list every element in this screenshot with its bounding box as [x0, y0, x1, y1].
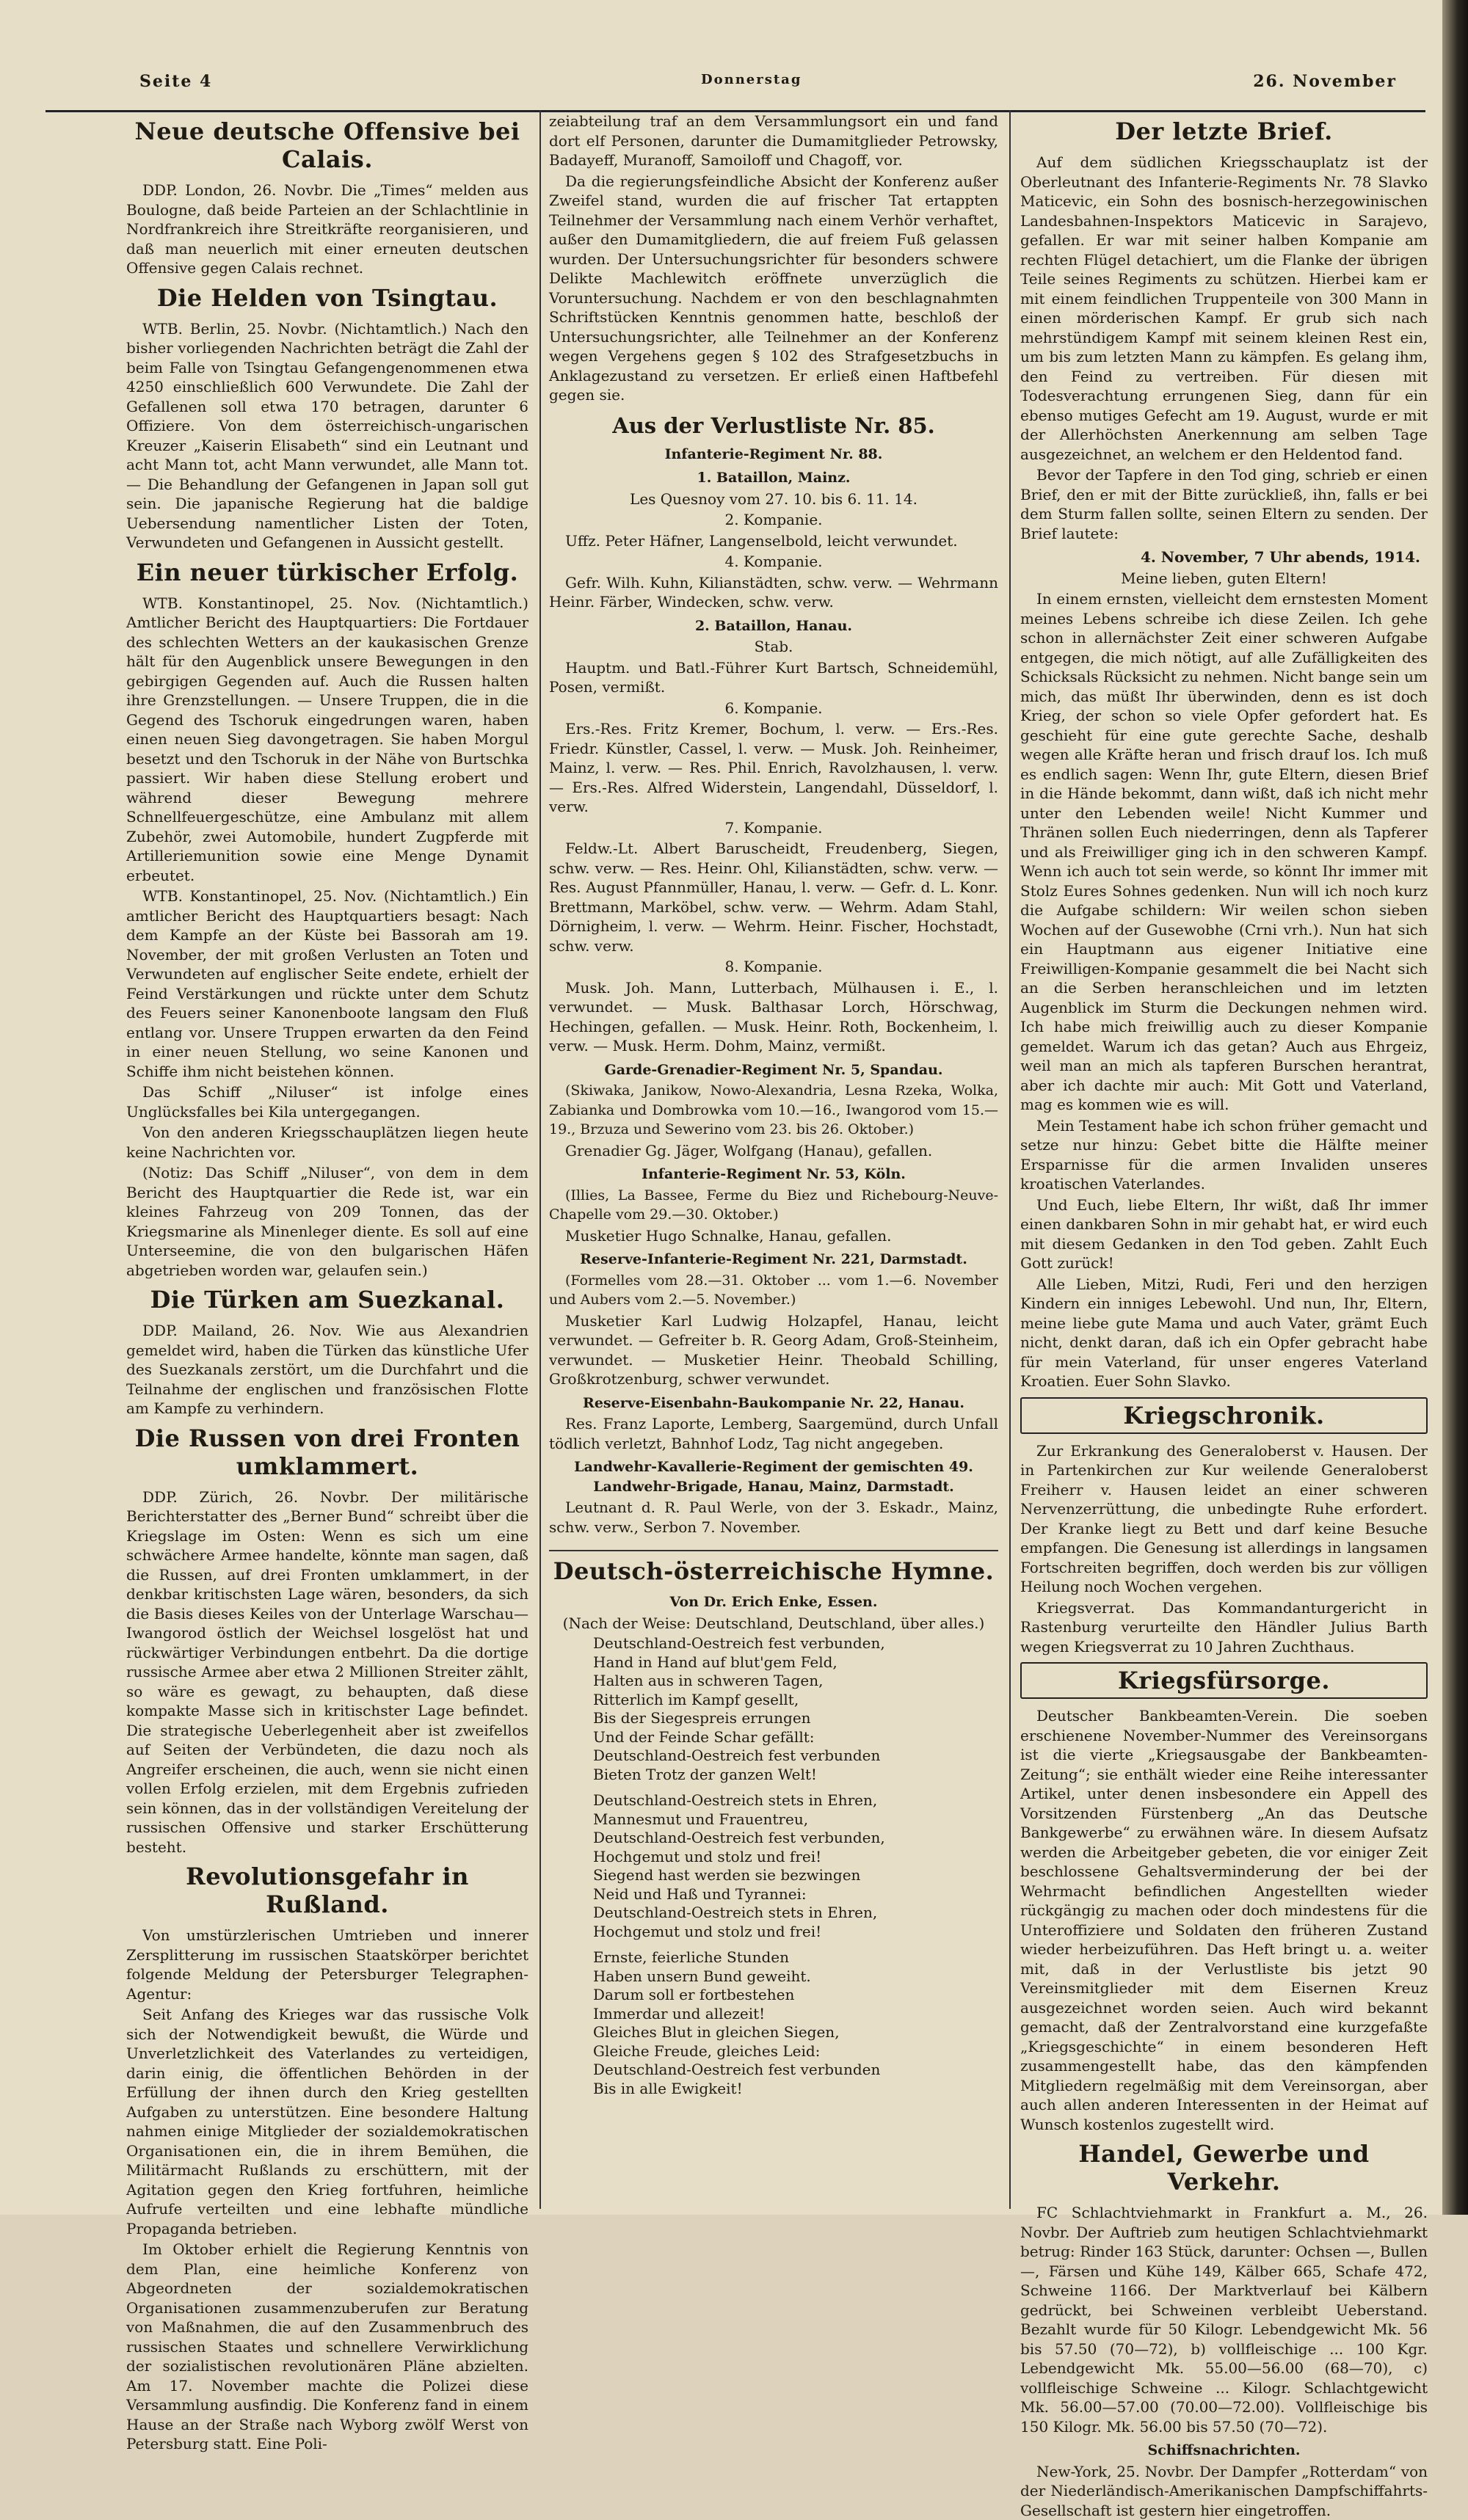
regiment-heading: Infanterie-Regiment Nr. 53, Köln. [549, 1165, 998, 1184]
hymn-stanza-3 [593, 1948, 998, 2098]
location-line: (Skiwaka, Janikow, Nowo-Alexandria, Lesna Rzeka, Wolka, Zabianka und Dombrowka vom 10.—16., Iwangorod vom 15.—19., Brzuza und Sewerino vom 23. bis 26. Oktober.) [549, 1081, 998, 1140]
verse-line: Deutschland-Oestreich stets in Ehren, [593, 1791, 998, 1810]
hymn-stanza-2 [593, 1791, 998, 1941]
article-text: Von umstürzlerischen Umtrieben und innerer Zersplitterung im russischen Staatskörper berichtet folgende Meldung der Petersburger Telegraphen-Agentur: [126, 1926, 528, 2003]
headline-war-chronicle: Kriegschronik. [1020, 1397, 1428, 1434]
casualty-entry: Musketier Hugo Schnalke, Hanau, gefallen. [549, 1226, 998, 1246]
verse-line: Haben unsern Bund geweiht. [593, 1967, 998, 1986]
casualty-entry: Musk. Joh. Mann, Lutterbach, Mülhausen i. E., l. verwundet. — Musk. Balthasar Lorch, Hörschwag, Hechingen, gefallen. — Musk. Heinr. Roth, Bockenheim, l. verw. — Musk. Herm. Dohm, Mainz, vermißt. [549, 978, 998, 1056]
verse-line: Mannesmut und Frauentreu, [593, 1810, 998, 1829]
verse-line: Bis der Siegespreis errungen [593, 1709, 998, 1728]
regiment-heading: Reserve-Infanterie-Regiment Nr. 221, Darmstadt. [549, 1250, 998, 1270]
casualty-entry: Grenadier Gg. Jäger, Wolfgang (Hanau), gefallen. [549, 1141, 998, 1161]
verse-line: Und der Feinde Schar gefällt: [593, 1728, 998, 1747]
headline-revolution-russia: Revolutionsgefahr in Rußland. [126, 1862, 528, 1918]
hymn-stanza-1 [593, 1634, 998, 1784]
headline-trade: Handel, Gewerbe und Verkehr. [1020, 2140, 1428, 2196]
headline-turkish-success: Ein neuer türkischer Erfolg. [126, 558, 528, 586]
casualty-entry: Hauptm. und Batl.-Führer Kurt Bartsch, Schneidemühl, Posen, vermißt. [549, 658, 998, 697]
company-heading: 6. Kompanie. [549, 699, 998, 718]
headline-russians-encircled: Die Russen von drei Fronten umklammert. [126, 1424, 528, 1480]
verse-line: Deutschland-Oestreich fest verbunden, [593, 1634, 998, 1653]
article-text: zeiabteilung traf an dem Versammlungsort ein und fand dort elf Personen, darunter die Dumamitglieder Petrowsky, Badayeff, Muranoff, Samoiloff und Chagoff, vor. [549, 112, 998, 170]
article-text: Kriegsverrat. Das Kommandanturgericht in Rastenburg verurteilte den Händler Julius Barth wegen Kriegsverrat zu 10 Jahren Zuchthaus. [1020, 1598, 1428, 1657]
column-1 [126, 112, 528, 2207]
casualty-entry: Gefr. Wilh. Kuhn, Kilianstädten, schw. verw. — Wehrmann Heinr. Färber, Windecken, schw. verw. [549, 573, 998, 612]
casualty-entry: Res. Franz Laporte, Lemberg, Saargemünd, durch Unfall tödlich verletzt, Bahnhof Lodz, Tag nicht angegeben. [549, 1414, 998, 1453]
column-divider-1 [539, 110, 541, 2209]
weekday: Donnerstag [701, 72, 802, 87]
casualty-entry: Musketier Karl Ludwig Holzapfel, Hanau, leicht verwundet. — Gefreiter b. R. Georg Adam, Groß-Steinheim, verwundet. — Musketier Heinr. Theobald Schilling, Großkrotzenburg, schwer verwundet. [549, 1311, 998, 1389]
company-heading: 2. Kompanie. [549, 510, 998, 530]
article-text: (Notiz: Das Schiff „Niluser“, von dem in dem Bericht des Hauptquartier die Rede ist, war ein kleines Fahrzeug von 209 Tonnen, das der Kriegsmarine als Minenleger diente. Es soll auf eine Unterseemine, die von den bulgarischen Häfen abgetrieben worden war, gelaufen sein.) [126, 1163, 528, 1280]
article-text: DDP. Zürich, 26. Novbr. Der militärische Berichterstatter des „Berner Bund“ schreibt über die Kriegslage im Osten: Wenn es sich um eine schwächere Armee handelte, könnte man sagen, daß die Russen, auf drei Fronten umklammert, in der denkbar kritischsten Lage wären, besonders, da sich die Basis dieses Keiles von der Unterlage Warschau—Iwangorod östlich der Weichsel losgelöst hat und rückwärtiger Verbindungen entbehrt. Da die dortige russische Armee aber etwa 2 Millionen Streiter zählt, so wäre es gewagt, zu behaupten, daß diese kompakte Masse sich in kritischster Lage befindet. Die strategische Ueberlegenheit aber ist zweifellos auf Seiten der Verbündeten, die dazu noch als Angreifer erscheinen, die auch, wenn sie nicht einen vollen Erfolg erzielen, mit dem Ergebnis zufrieden sein können, das in der vollständigen Vereitelung der russischen Offensive und starker Erschütterung besteht. [126, 1487, 528, 1857]
verse-line: Darum soll er fortbestehen [593, 1986, 998, 2005]
verse-line: Ritterlich im Kampf gesellt, [593, 1691, 998, 1710]
issue-date: 26. November [1253, 72, 1397, 91]
hymn-verses [593, 1634, 998, 2098]
verse-line: Immerdar und allezeit! [593, 2005, 998, 2024]
verse-line: Bis in alle Ewigkeit! [593, 2080, 998, 2099]
article-text: Da die regierungsfeindliche Absicht der Konferenz außer Zweifel stand, wurden die auf frischer Tat ertappten Teilnehmer der Versammlung nach einem Verhör verhaftet, außer den Dumamitgliedern, die auf freiem Fuß gelassen wurden. Der Untersuchungsrichter für besonders schwere Delikte Machlewitch eröffnete unverzüglich die Voruntersuchung. Nachdem er von den beschlagnahmten Schriftstücken Kenntnis genommen hatte, beschloß der Untersuchungsrichter, alle Teilnehmer an der Konferenz wegen Vergehens gegen § 102 des Strafgesetzbuchs in Anklagezustand zu versetzen. Er erließ einen Haftbefehl gegen sie. [549, 172, 998, 405]
article-text: DDP. Mailand, 26. Nov. Wie aus Alexandrien gemeldet wird, haben die Türken das künstliche Ufer des Suezkanals zerstört, um die Durchfahrt und die Teilnahme der englischen und französischen Flotte am Kampfe zu verhindern. [126, 1321, 528, 1419]
column-divider-2 [1009, 110, 1011, 2209]
verse-line: Siegend hast werden sie bezwingen [593, 1866, 998, 1885]
article-text: WTB. Berlin, 25. Novbr. (Nichtamtlich.) Nach den bisher vorliegenden Nachrichten beträgt die Zahl der beim Falle von Tsingtau Gefangengenommenen etwa 4250 einschließlich 600 Verwundete. Die Zahl der Gefallenen soll etwa 170 betragen, darunter 6 Offiziere. Von dem österreichisch-ungarischen Kreuzer „Kaiserin Elisabeth“ sind ein Leutnant und acht Mann tot, acht Mann verwundet, alle Mann tot. — Die Behandlung der Gefangenen in Japan soll gut sein. Die japanische Regierung hat die baldige Uebersendung namentlicher Listen der Toten, Verwundeten und Gefangenen in Aussicht gestellt. [126, 319, 528, 553]
verse-line: Neid und Haß und Tyrannei: [593, 1885, 998, 1904]
location-line: (Illies, La Bassee, Ferme du Biez und Richebourg-Neuve-Chapelle vom 29.—30. Oktober.) [549, 1186, 998, 1225]
letter-greeting: Meine lieben, guten Eltern! [1020, 569, 1428, 589]
page-number: Seite 4 [139, 72, 212, 91]
verse-line: Hochgemut und stolz und frei! [593, 1848, 998, 1867]
article-text: Bevor der Tapfere in den Tod ging, schrieb er einen Brief, den er mit der Bitte zurückließ, ihn, falls er bei dem Sturm fallen sollte, seinen Eltern zu senden. Der Brief lautete: [1020, 465, 1428, 543]
company-heading: 4. Kompanie. [549, 552, 998, 572]
article-text: Seit Anfang des Krieges war das russische Volk sich der Notwendigkeit bewußt, die Würde und Unverletzlichkeit des Vaterlandes zu verteidigen, darin einig, die öffentlichen Behörden in der Erfüllung der ihnen durch den Krieg gestellten Aufgaben zu unterstützen. Eine besondere Haltung nahmen einige Mitglieder der sozialdemokratischen Organisationen ein, die in ihrem Bemühen, die Militärmacht Rußlands zu erschüttern, mit der Agitation gegen den Krieg fortfuhren, heimliche Aufrufe verteilten und eine lebhafte mündliche Propaganda betrieben. [126, 2005, 528, 2238]
article-text: Zur Erkrankung des Generaloberst v. Hausen. Der in Partenkirchen zur Kur weilende Generaloberst Freiherr v. Hausen leidet an einer schweren Nervenzerrüttung, die unbedingte Ruhe erfordert. Der Kranke liegt zu Bett und darf keine Besuche empfangen. Die Genesung ist allerdings in langsamen Fortschreiten begriffen, doch werden bis zur völligen Heilung noch Wochen vergehen. [1020, 1441, 1428, 1597]
battalion-heading: 1. Bataillon, Mainz. [549, 468, 998, 488]
verse-line: Deutschland-Oestreich fest verbunden [593, 1747, 998, 1766]
article-text: Von den anderen Kriegsschauplätzen liegen heute keine Nachrichten vor. [126, 1123, 528, 1162]
casualty-entry: Uffz. Peter Häfner, Langenselbold, leicht verwundet. [549, 531, 998, 551]
section-rule [549, 1550, 998, 1551]
casualty-entry: Ers.-Res. Fritz Kremer, Bochum, l. verw. — Ers.-Res. Friedr. Künstler, Cassel, l. verw. — Musk. Joh. Reinheimer, Mainz, l. verw. — Res. Phil. Enrich, Ravolzhausen, l. verw. — Ers.-Res. Alfred Widerstein, Langendahl, Düsseldorf, l. verw. [549, 719, 998, 817]
headline-tsingtau: Die Helden von Tsingtau. [126, 284, 528, 312]
verse-line: Hochgemut und stolz und frei! [593, 1923, 998, 1942]
article-text: Im Oktober erhielt die Regierung Kenntnis von dem Plan, eine heimliche Konferenz von Abgeordneten der sozialdemokratischen Organisationen zusammenzuberufen zur Beratung von Maßnahmen, die auf den Zusammenbruch des russischen Staates und schnellere Verwirklichung der sozialistischen revolutionären Pläne abzielten. Am 17. November machte die Polizei diese Versammlung ausfindig. Die Konferenz fand in einem Hause an der Straße nach Wyborg zwölf Werst von Petersburg statt. Eine Poli- [126, 2240, 528, 2454]
headline-last-letter: Der letzte Brief. [1020, 117, 1428, 145]
article-text: Das Schiff „Niluser“ ist infolge eines Unglücksfalles bei Kila untergegangen. [126, 1082, 528, 1121]
article-text: WTB. Konstantinopel, 25. Nov. (Nichtamtlich.) Amtlicher Bericht des Hauptquartiers: Die Fortdauer des schlechten Wetters an der kaukasischen Grenze hält für den Augenblick unsere Bewegungen in den gebirgigen Gegenden auf. Auch die Russen halten ihre Grenzstellungen. — Unsere Truppen, die in die Gegend des Tschoruk eingedrungen waren, haben einen neuen Sieg davongetragen. Sie haben Morgul besetzt und den Tschoruk in der Nähe von Burtschka passiert. Wir haben diese Stellung erobert und während dieser Bewegung mehrere Schnellfeuergeschütze, eine Ambulanz mit allem Zubehör, zwei Automobile, hundert Zugpferde mit Artilleriemunition sowie eine Menge Dynamit erbeutet. [126, 594, 528, 886]
headline-suez-canal: Die Türken am Suezkanal. [126, 1286, 528, 1314]
headline-war-welfare: Kriegsfürsorge. [1020, 1662, 1428, 1699]
regiment-heading: Reserve-Eisenbahn-Baukompanie Nr. 22, Hanau. [549, 1394, 998, 1413]
article-text: DDP. London, 26. Novbr. Die „Times“ melden aus Boulogne, daß beide Parteien an der Schlachtlinie in Nordfrankreich ihre Streitkräfte reorganisieren, und daß man neuerlich mit einer erneuten deutschen Offensive gegen Calais rechnet. [126, 181, 528, 278]
battalion-heading: 2. Bataillon, Hanau. [549, 616, 998, 636]
regiment-heading: Landwehr-Kavallerie-Regiment der gemischten 49. Landwehr-Brigade, Hanau, Mainz, Darmstadt. [549, 1457, 998, 1496]
regiment-heading: Garde-Grenadier-Regiment Nr. 5, Spandau. [549, 1060, 998, 1080]
verse-line: Ernste, feierliche Stunden [593, 1948, 998, 1967]
column-3 [1020, 112, 1428, 2207]
location-line: Les Quesnoy vom 27. 10. bis 6. 11. 14. [549, 489, 998, 509]
headline-hymn: Deutsch-österreichische Hymne. [549, 1557, 998, 1585]
article-text: FC Schlachtviehmarkt in Frankfurt a. M., 26. Novbr. Der Auftrieb zum heutigen Schlachtviehmarkt betrug: Rinder 163 Stück, darunter: Ochsen —, Bullen —, Färsen und Kühe 149, Kälber 665, Schafe 472, Schweine 1166. Der Marktverlauf bei Kälbern gedrückt, bei Schweinen verbleibt Ueberstand. Bezahlt wurde für 50 Kilogr. Lebendgewicht Mk. 56 bis 57.50 (70—72), b) vollfleischige ... 100 Kgr. Lebendgewicht Mk. 55.00—56.00 (68—70), c) vollfleischige Schweine ... Kilogr. Schlachtgewicht Mk. 56.00—57.00 (70.00—72.00). Vollfleischige bis 150 Kilogr. Mk. 56.00 bis 57.50 (70—72). [1020, 2203, 1428, 2436]
column-2 [549, 112, 998, 2207]
headline-casualty-list: Aus der Verlustliste Nr. 85. [549, 412, 998, 439]
verse-line: Deutschland-Oestreich fest verbunden, [593, 1829, 998, 1848]
letter-date: 4. November, 7 Uhr abends, 1914. [1020, 547, 1420, 567]
casualty-entry: Leutnant d. R. Paul Werle, von der 3. Eskadr., Mainz, schw. verw., Serbon 7. November. [549, 1498, 998, 1537]
regiment-heading: Infanterie-Regiment Nr. 88. [549, 445, 998, 465]
company-heading: 8. Kompanie. [549, 957, 998, 977]
binding-edge [1442, 0, 1468, 2215]
verse-line: Hand in Hand auf blut'gem Feld, [593, 1653, 998, 1672]
verse-line: Deutschland-Oestreich fest verbunden [593, 2061, 998, 2080]
article-text: Und Euch, liebe Eltern, Ihr wißt, daß Ihr immer einen dankbaren Sohn in mir gehabt hat, er wird euch mit diesem Gedanken in den Tod geben. Zahlt Euch Gott zurück! [1020, 1195, 1428, 1273]
article-text: New-York, 25. Novbr. Der Dampfer „Rotterdam“ von der Niederländisch-Amerikanischen Dampfschiffahrts-Gesellschaft ist gestern hier eingetroffen. [1020, 2462, 1428, 2520]
hymn-tune: (Nach der Weise: Deutschland, Deutschland, über alles.) [549, 1614, 998, 1634]
verse-line: Gleiche Freude, gleiches Leid: [593, 2042, 998, 2061]
article-text: WTB. Konstantinopel, 25. Nov. (Nichtamtlich.) Ein amtlicher Bericht des Hauptquartiers besagt: Nach dem Kampfe an der Küste bei Bassorah am 19. November, der mit großen Verlusten an Toten und Verwundeten auf englischer Seite endete, erhielt der Feind Verstärkungen und rückte unter dem Schutz des Feuers seiner Kanonenboote langsam den Fluß entlang vor. Unsere Truppen erwarten da den Feind in einer neuen Stellung, wo seine Kanonen und Schiffe ihm nicht beistehen können. [126, 886, 528, 1081]
verse-line: Deutschland-Oestreich stets in Ehren, [593, 1904, 998, 1923]
location-line: (Formelles vom 28.—31. Oktober ... vom 1.—6. November und Aubers vom 2.—5. November.) [549, 1271, 998, 1310]
headline-offensive-calais: Neue deutsche Offensive bei Calais. [126, 117, 528, 173]
article-text: Mein Testament habe ich schon früher gemacht und setze nur hinzu: Gebet bitte die Hälfte meiner Ersparnisse für die armen Invaliden unseres kroatischen Vaterlandes. [1020, 1116, 1428, 1194]
article-text: Deutscher Bankbeamten-Verein. Die soeben erschienene November-Nummer des Vereinsorgans ist die vierte „Kriegsausgabe der Bankbeamten-Zeitung“; sie enthält wieder eine Reihe interessanter Artikel, unter denen insbesondere ein Appell des Vorsitzenden Fürstenberg „An das Deutsche Bankgewerbe“ zu erwähnen wäre. In diesem Aufsatz werden die Arbeitgeber gebeten, die vor einiger Zeit beschlossene Gehaltsverminderung der bei der Wehrmacht befindlichen Angestellten wieder rückgängig zu machen oder doch mindestens für die Unteroffiziere und Soldaten den früheren Zustand wieder herbeizuführen. Das Heft bringt u. a. weiter mit, daß in der Verlustliste bis jetzt 90 Vereinsmitglieder mit dem Eisernen Kreuz ausgezeichnet worden seien. Auch wird bekannt gemacht, daß der Zentralvorstand eine kurzgefaßte „Kriegsgeschichte“ in einem besonderen Heft zusammengestellt habe, das den kämpfenden Mitgliedern regelmäßig mit dem Vereinsorgan, aber auch allen anderen Interessenten in der Heimat auf Wunsch kostenlos zugestellt wird. [1020, 1706, 1428, 2134]
article-text: Auf dem südlichen Kriegsschauplatz ist der Oberleutnant des Infanterie-Regiments Nr. 78 Slavko Maticevic, ein Sohn des bosnisch-herzegowinischen Landesbahnen-Inspektors Maticevic in Sarajevo, gefallen. Er war mit seiner halben Kompanie am rechten Flügel detachiert, um die Flanke der übrigen Teile seines Regiments zu schützen. Hierbei kam er mit einem feindlichen Truppenteile von 300 Mann in einen mörderischen Kampf. Er grub sich nach mehrstündigem Kampf mit seinem kleinen Rest ein, um bis zum letzten Mann zu kämpfen. Es gelang ihm, den Feind zu vertreiben. Für diesen mit Todesverachtung errungenen Sieg, dann für ein ebenso mutiges Gefecht am 19. August, wurde er mit der Allerhöchsten Anerkennung am selben Tage ausgezeichnet, an welchem er den Heldentod fand. [1020, 153, 1428, 464]
company-heading: 7. Kompanie. [549, 818, 998, 838]
verse-line: Gleiches Blut in gleichen Siegen, [593, 2023, 998, 2042]
article-text: In einem ernsten, vielleicht dem ernstesten Moment meines Lebens schreibe ich diese Zeilen. Ich gehe schon in allernächster Zeit einer schweren Aufgabe entgegen, die mich nötigt, auf alle Zufälligkeiten des Schicksals Rücksicht zu nehmen. Nicht bange sein um mich, das müßt Ihr überwinden, denn es ist doch Krieg, der schon so viele Opfer gefordert hat. Es geschieht für eine gute gerechte Sache, deshalb wegen alle Kräfte heran und frisch drauf los. Ich muß es endlich sagen: Wenn Ihr, gute Eltern, diesen Brief in die Hände bekommt, dann wißt, daß ich nicht mehr unter den Lebenden weile! Nicht Kummer und Thränen sollen Euch niederringen, denn als Tapferer und als Freiwilliger ging ich in den schweren Kampf. Wenn ich auch tot sein werde, so könnt Ihr immer mit Stolz Eures Sohnes gedenken. Nun will ich noch kurz die Aufgabe schildern: Wir weilen schon sieben Wochen auf der Gusewobhe (Crni vrh.). Nun hat sich ein Hauptmann aus eigener Initiative eine Freiwilligen-Kompanie gesammelt die bei Nacht sich an die Serben heranschleichen und im letzten Augenblick im Sturm die Deckungen nehmen wird. Ich habe mich freiwillig auch zu dieser Kompanie gemeldet. Warum ich das getan? Auch aus Ehrgeiz, weil man an mich als tapferen Burschen herantrat, aber ich dachte mir auch: Mit Gott und Vaterland, mag es kommen wie es will. [1020, 589, 1428, 1115]
hymn-author: Von Dr. Erich Enke, Essen. [549, 1592, 998, 1612]
verse-line: Halten aus in schweren Tagen, [593, 1672, 998, 1691]
casualty-entry: Feldw.-Lt. Albert Baruscheidt, Freudenberg, Siegen, schw. verw. — Res. Heinr. Ohl, Kilianstädten, schw. verw. — Res. August Pfannmüller, Hanau, l. verw. — Gefr. d. L. Konr. Brettmann, Marköbel, schw. verw. — Wehrm. Adam Stahl, Dörnigheim, l. verw. — Wehrm. Heinr. Fischer, Hochstadt, schw. verw. [549, 839, 998, 955]
verse-line: Bieten Trotz der ganzen Welt! [593, 1766, 998, 1785]
article-text: Alle Lieben, Mitzi, Rudi, Feri und den herzigen Kindern ein inniges Lebewohl. Und nun, Ihr, Eltern, meine liebe gute Mama und auch Vater, grämt Euch nicht, denkt daran, daß ich ein Opfer gebracht habe für mein Vaterland, für unser engeres Vaterland Kroatien. Euer Sohn Slavko. [1020, 1275, 1428, 1391]
shipping-news-heading: Schiffsnachrichten. [1020, 2441, 1428, 2461]
staff-heading: Stab. [549, 637, 998, 657]
